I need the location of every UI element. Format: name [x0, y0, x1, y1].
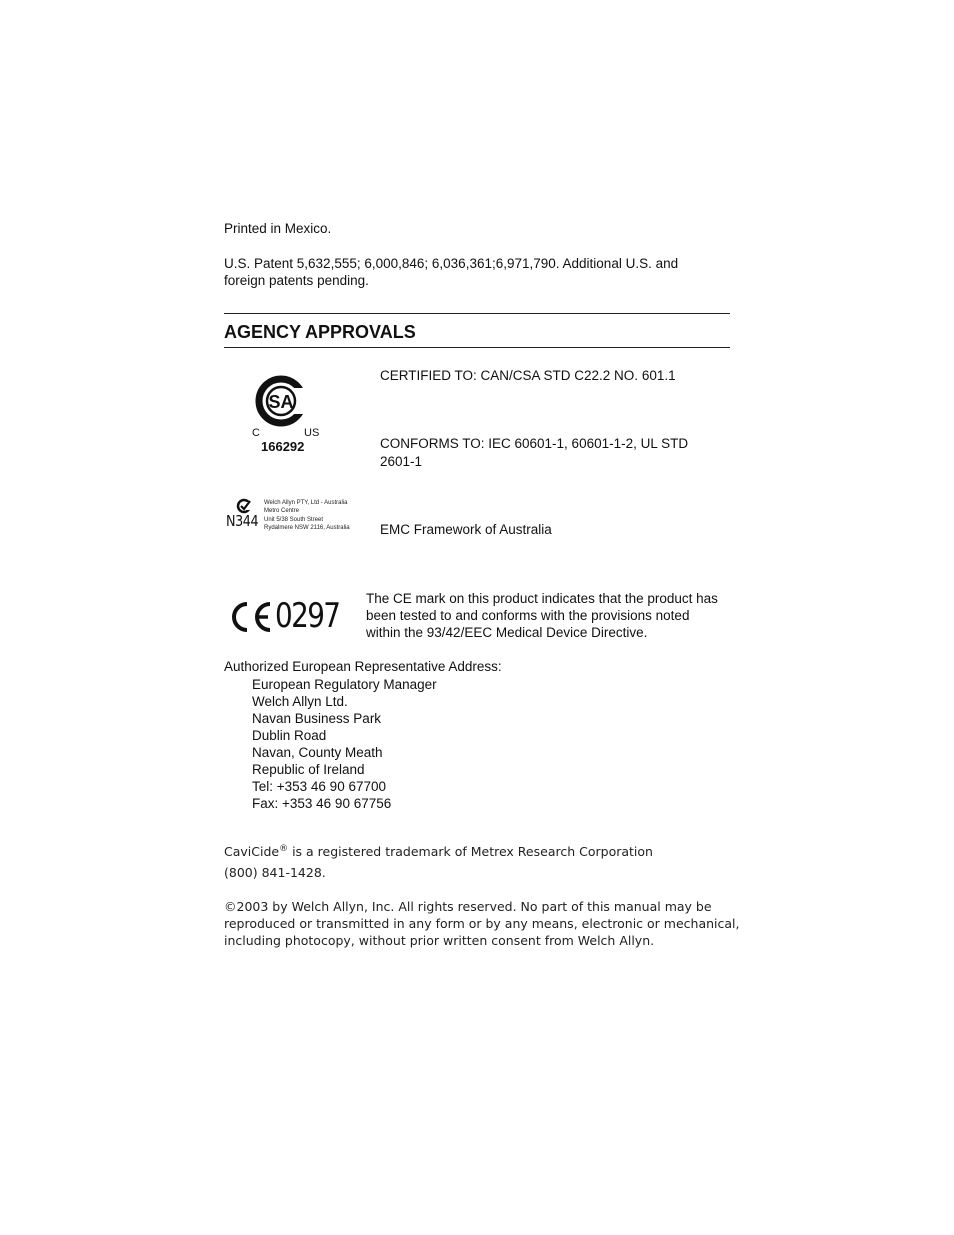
csa-cert-number: 166292 [261, 439, 305, 454]
ctick-mark [226, 498, 366, 538]
csa-mark [248, 370, 328, 460]
ce-text-line: The CE mark on this product indicates that the product has [366, 591, 718, 606]
trademark-line [224, 843, 653, 860]
patents-line-1: U.S. Patent 5,632,555; 6,000,846; 6,036,361;6,971,790. Additional U.S. and [224, 256, 679, 271]
registered-mark: ® [279, 843, 289, 854]
conforms-line-2: 2601-1 [380, 454, 423, 469]
address-line: Dublin Road [252, 728, 327, 743]
copyright-line: ©2003 by Welch Allyn, Inc. All rights reserved. No part of this manual may be [224, 899, 712, 914]
svg-text:SA: SA [268, 392, 294, 412]
eu-rep-address [252, 676, 437, 812]
emc-framework-text: EMC Framework of Australia [380, 522, 552, 537]
printed-in-text: Printed in Mexico. [224, 221, 332, 236]
ctick-address-line: Unit 5/38 South Street [264, 516, 324, 523]
address-line: Welch Allyn Ltd. [252, 694, 348, 709]
address-line: Republic of Ireland [252, 762, 365, 777]
ctick-address-line: Rydalmere NSW 2116, Australia [264, 524, 350, 531]
patents-line-2: foreign patents pending. [224, 273, 369, 288]
address-line: European Regulatory Manager [252, 677, 437, 692]
ce-text-line: within the 93/42/EEC Medical Device Directive. [366, 625, 648, 640]
csa-c-label: C [252, 427, 260, 439]
ce-text-line: been tested to and conforms with the provisions noted [366, 608, 690, 623]
ctick-code: N344 [226, 512, 259, 530]
ctick-address-line: Welch Allyn PTY, Ltd - Australia [264, 500, 348, 506]
address-line: Fax: +353 46 90 67756 [252, 796, 392, 811]
address-line: Tel: +353 46 90 67700 [252, 779, 386, 794]
csa-us-label: US [304, 427, 320, 439]
bottom-rule [224, 347, 730, 348]
eu-rep-heading: Authorized European Representative Address: [224, 659, 502, 674]
trademark-brand: CaviCide [224, 844, 280, 859]
certified-text: CERTIFIED TO: CAN/CSA STD C22.2 NO. 601.1 [380, 368, 676, 383]
top-rule [224, 313, 730, 314]
ce-notified-body-number: 0297 [275, 596, 340, 636]
conforms-line-1: CONFORMS TO: IEC 60601-1, 60601-1-2, UL STD [380, 436, 689, 451]
copyright-line: including photocopy, without prior written consent from Welch Allyn. [224, 933, 655, 948]
csa-logo-icon [248, 370, 328, 432]
address-line: Navan Business Park [252, 711, 382, 726]
ctick-address-line: Metro Centre [264, 508, 300, 515]
trademark-rest: is a registered trademark of Metrex Research Corporation [288, 844, 653, 859]
trademark-phone: (800) 841-1428. [224, 865, 326, 880]
ce-logo-icon [228, 601, 274, 633]
copyright-line: reproduced or transmitted in any form or by any means, electronic or mechanical, [224, 916, 740, 931]
address-line: Navan, County Meath [252, 745, 383, 760]
section-title: AGENCY APPROVALS [224, 322, 416, 342]
ctick-address [264, 499, 350, 532]
ce-mark [228, 598, 354, 638]
